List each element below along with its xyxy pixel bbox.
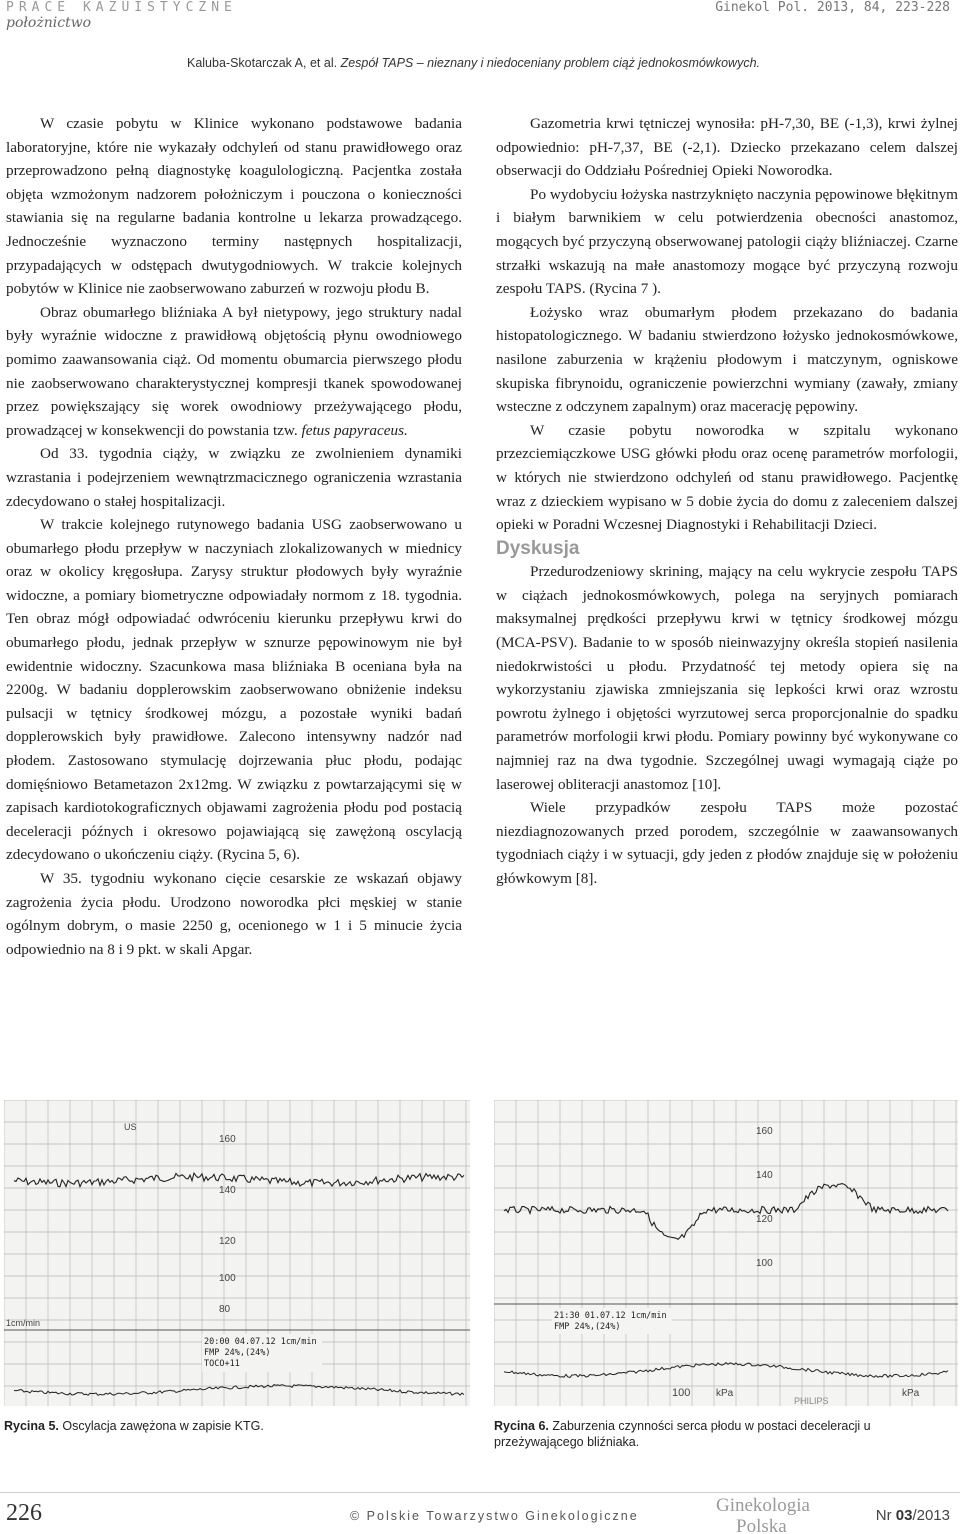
issue-no: 03 bbox=[895, 1507, 913, 1524]
running-head bbox=[187, 56, 760, 70]
issue-number: Nr 03/2013 bbox=[875, 1507, 950, 1524]
stamp-line: 21:30 01.07.12 1cm/min bbox=[554, 1311, 667, 1321]
stamp-line: TOCO+11 bbox=[204, 1359, 240, 1369]
paragraph: Obraz obumarłego bliźniaka A był nietypowy, jego struktury nadal były wyraźnie widoczne z prawidłową objętością płynu owodniowego pomimo zaawansowania ciąż. Od momentu obumarcia pierwszego płodu nie zaobserwowano charakterystycznej kompresji tkanek spowodowanej przez powiększający się worek owodniowy przeżywającego płodu, prowadzącej w konsekwencji do powstania tzw. fetus papyraceus. bbox=[6, 303, 462, 439]
ctg-chart bbox=[494, 1100, 958, 1406]
logo-line: Ginekologia bbox=[716, 1495, 810, 1516]
ctg-figure-6 bbox=[494, 1100, 958, 1406]
figure-label: Rycina 6. bbox=[494, 1419, 549, 1433]
left-column bbox=[6, 112, 462, 961]
stamp-line: FMP 24%,(24%) bbox=[554, 1322, 621, 1332]
tick-label: 160 bbox=[756, 1126, 773, 1137]
running-head-title: Zespół TAPS – nieznany i niedoceniany problem ciąż jednokosmówkowych. bbox=[340, 56, 760, 70]
stamp-line: FMP 24%,(24%) bbox=[204, 1348, 271, 1358]
footer-divider bbox=[0, 1492, 960, 1493]
tick-label: 140 bbox=[756, 1170, 773, 1181]
marker-us: US bbox=[124, 1122, 137, 1132]
paragraph: W 35. tygodniu wykonano cięcie cesarskie ze wskazań objawy zagrożenia życia płodu. Urodzono noworodka płci męskiej w stanie ogólnym dobrym, o masie 2250 g, ocenionego w 1 i 5 minucie życia odpowiednio na 8 i 9 pkt. w skali Apgar. bbox=[6, 870, 462, 958]
tick-label: 160 bbox=[219, 1134, 236, 1145]
mark-100: 100 bbox=[672, 1387, 691, 1399]
section-heading: Dyskusja bbox=[496, 537, 580, 559]
paragraph: W trakcie kolejnego rutynowego badania USG zaobserwowano u obumarłego płodu przepływ w naczyniach zlokalizowanych w miednicy oraz w okolicy kręgosłupa. Zarysy struktur płodowych były wyraźnie widoczne, a pomiary biometryczne odpowiadały normom z 18. tygodnia. Ten obraz mógł odpowiadać odwróceniu kierunku przepływu krwi do obumarłego płodu, jednak przepływ w sznurze pępowinowym nie był ewidentnie widoczny. Szacunkowa masa bliźniaka B oceniana była na 2200g. W badaniu dopplerowskim zaobserwowano obniżenie indeksu pulsacji w tętnicy środkowej mózgu, a pozostałe wyniki badań dopplerowskich były prawidłowe. Zalecono intensywny nadzór nad płodem. Zastosowano stymulację dojrzewania płuc płodu, podając domięśniowo Betametazon 2x12mg. W związku z powtarzającymi się w zapisach kardiotokograficznych objawami zagrożenia płodu pod postacią deceleracji późnych i okresowo pojawiającą się zawężoną oscylacją zdecydowano o ukończeniu ciąży. (Rycina 5, 6). bbox=[6, 516, 462, 864]
brand-label: PHILIPS bbox=[794, 1396, 829, 1406]
paragraph: Przedurodzeniowy skrining, mający na celu wykrycie zespołu TAPS w ciążach jednokosmówkowych, polega na seryjnych pomiarach maksymalnej prędkości przepływu krwi w tętnicy środkowej mózgu (MCA-PSV). Badanie to w sposób nieinwazyjny określa stopień nasilenia niedokrwistości u płodu. Przydatność tej metody opiera się na wykorzystaniu zjawiska zmniejszania się lepkości krwi oraz wzrostu powrotu żylnego i objętości wyrzutowej serca proporcjonalnie do spadku parametrów morfologii krwi płodu. Pomiary powinny być wykonywane co najmniej raz na dwa tygodnie. Szczególnej uwagi wymagają ciąże po laserowej obliteracji anastomoz [10]. bbox=[496, 563, 958, 793]
tick-label: 120 bbox=[219, 1236, 236, 1247]
tick-label: 120 bbox=[756, 1214, 773, 1225]
caption-text: Zaburzenia czynności serca płodu w postaci deceleracji u przeżywającego bliźniaka. bbox=[494, 1419, 871, 1449]
logo-line: Polska bbox=[736, 1516, 787, 1534]
paragraph: Wiele przypadków zespołu TAPS może pozostać niezdiagnozowanych przed porodem, szczególnie w zaawansowanych tygodniach ciąży i w sytuacji, gdy jeden z płodów znajduje się w położeniu główkowym [8]. bbox=[496, 799, 958, 887]
paragraph: W czasie pobytu w Klinice wykonano podstawowe badania laboratoryjne, które nie wykazały odchyleń od stanu prawidłowego oraz przeprowadzono pełną diagnostykę koagulologiczną. Pacjentka została objęta wzmożonym nadzorem położniczym i pouczona o konieczności stawiania się na regularne badania kontrolne u lekarza prowadzącego. Jednocześnie wyznaczono terminy następnych hospitalizacji, przypadających w odstępach dwutygodniowych. W trakcie kolejnych pobytów w Klinice nie zaobserwowano zaburzeń w rozwoju płodu B. bbox=[6, 115, 462, 298]
figure-6-caption bbox=[494, 1418, 954, 1450]
tick-label: 100 bbox=[756, 1258, 773, 1269]
page-number: 226 bbox=[6, 1500, 42, 1526]
kpa-label: kPa bbox=[716, 1388, 734, 1399]
tick-label: 80 bbox=[219, 1304, 231, 1315]
paragraph: W czasie pobytu noworodka w szpitalu wykonano przezciemiączkowe USG główki płodu oraz ocenę parametrów morfologii, w których nie stwierdzono odchyleń od stanu prawidłowego. Pacjentkę wraz z dzieckiem wypisano w 5 dobie życia do domu z zaleceniem dalszej opieki w Poradni Wczesnej Diagnostyki i Rehabilitacji Dzieci. bbox=[496, 421, 958, 534]
figure-label: Rycina 5. bbox=[4, 1419, 59, 1433]
running-head-authors: Kaluba-Skotarczak A, et al. bbox=[186, 56, 338, 70]
paragraph: Łożysko wraz obumarłym płodem przekazano do badania histopatologicznego. W badaniu stwierdzono łożysko jednokosmówkowe, nasilone zaburzenia w krążeniu płodowym i matczynym, ogniskowe skupiska fibrynoidu, ograniczenie powierzchni wymiany (zawały, zmiany wsteczne z odczynem zapalnym) oraz macerację pępowiny. bbox=[496, 303, 958, 416]
ctg-chart bbox=[4, 1100, 470, 1406]
section-label: położnictwo bbox=[6, 15, 92, 31]
scale-label: 1cm/min bbox=[6, 1318, 41, 1328]
paragraph: Gazometria krwi tętniczej wynosiła: pH-7,30, BE (-1,3), krwi żylnej odpowiednio: pH-7,37, BE (-2,1). Dziecko przekazano celem dalszej obserwacji do Oddziału Pośredniej Opieki Noworodka. bbox=[496, 115, 958, 180]
series-label: PRACE KAZUISTYCZNE bbox=[6, 0, 237, 15]
italic-term: fetus papyraceus. bbox=[301, 421, 408, 439]
right-column bbox=[496, 112, 958, 891]
stamp-line: 20:00 04.07.12 1cm/min bbox=[204, 1337, 317, 1347]
kpa-label: kPa bbox=[902, 1388, 920, 1399]
figure-5-caption bbox=[4, 1418, 464, 1434]
chart-background bbox=[494, 1100, 958, 1406]
paragraph: Od 33. tygodnia ciąży, w związku ze zwolnieniem dynamiki wzrastania i podejrzeniem wewnątrzmacicznego ograniczenia wzrastania zdecydowano o stałej hospitalizacji. bbox=[6, 445, 462, 510]
publisher-line: © Polskie Towarzystwo Ginekologiczne bbox=[350, 1509, 639, 1523]
ctg-figure-5 bbox=[4, 1100, 470, 1406]
tick-label: 100 bbox=[219, 1273, 236, 1284]
journal-logo bbox=[714, 1494, 832, 1534]
caption-text: Oscylacja zawężona w zapisie KTG. bbox=[62, 1419, 264, 1433]
paragraph: Po wydobyciu łożyska nastrzyknięto naczynia pępowinowe błękitnym i białym barwnikiem w celu potwierdzenia obecności anastomoz, mogących być przyczyną obserwowanej patologii ciąży bliźniaczej. Czarne strzałki wskazują na małe anastomozy mogące być przyczyną rozwoju zespołu TAPS. (Rycina 7 ). bbox=[496, 185, 958, 298]
header-left bbox=[6, 0, 237, 31]
tick-label: 140 bbox=[219, 1185, 236, 1196]
journal-reference: Ginekol Pol. 2013, 84, 223-228 bbox=[715, 0, 950, 15]
